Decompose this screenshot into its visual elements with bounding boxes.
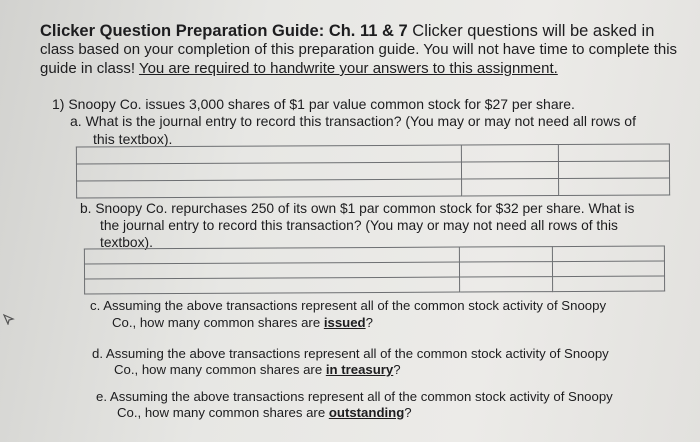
- question-1b-line-1: b. Snoopy Co. repurchases 250 of its own $1 par common stock for $32 per share. What is: [80, 201, 635, 216]
- handwrite-instruction: You are required to handwrite your answers to this assignment.: [138, 60, 558, 77]
- question-1c-line-1: c. Assuming the above transactions represent all of the common stock activity of Snoopy: [90, 298, 607, 313]
- question-1e-line-1: e. Assuming the above transactions represent all of the common stock activity of Snoopy: [96, 389, 613, 404]
- credit-cell[interactable]: [558, 161, 669, 179]
- question-1d-line-1: d. Assuming the above transactions represent all of the common stock activity of Snoopy: [92, 346, 609, 361]
- keyword-outstanding: outstanding: [328, 405, 405, 420]
- question-1b-line-2: the journal entry to record this transaction? (You may or may not need all rows of this: [100, 218, 618, 233]
- journal-entry-textbox-a[interactable]: [76, 143, 670, 198]
- question-1b-line-3: textbox).: [100, 235, 153, 250]
- debit-cell[interactable]: [460, 277, 553, 292]
- intro-text: Clicker questions will be asked in: [412, 22, 655, 40]
- question-1a-line-2: this textbox).: [93, 131, 173, 147]
- account-cell[interactable]: [76, 145, 461, 164]
- keyword-in-treasury: in treasury: [325, 362, 394, 377]
- keyword-issued: issued: [323, 315, 366, 330]
- debit-cell[interactable]: [461, 145, 558, 163]
- account-cell[interactable]: [77, 179, 462, 198]
- question-1d-text: Co., how many common shares are: [114, 362, 326, 377]
- account-cell[interactable]: [85, 277, 460, 294]
- question-1c-text: Co., how many common shares are: [112, 315, 324, 330]
- debit-cell[interactable]: [462, 179, 559, 197]
- cursor-arrow-icon: [3, 313, 15, 325]
- debit-cell[interactable]: [461, 162, 558, 180]
- question-1e-text: Co., how many common shares are: [117, 405, 329, 420]
- question-1: 1) Snoopy Co. issues 3,000 shares of $1 par value common stock for $27 per share.: [52, 96, 575, 112]
- page-title: Clicker Question Preparation Guide: Ch. 11 & 7: [40, 22, 408, 40]
- debit-cell[interactable]: [459, 247, 552, 262]
- table-row: [77, 178, 670, 198]
- credit-cell[interactable]: [552, 261, 664, 277]
- credit-cell[interactable]: [559, 178, 670, 196]
- debit-cell[interactable]: [459, 262, 552, 277]
- question-1e-line-2: [117, 405, 412, 420]
- credit-cell[interactable]: [552, 246, 664, 262]
- question-mark: ?: [404, 405, 412, 420]
- account-cell[interactable]: [76, 162, 461, 181]
- question-mark: ?: [393, 362, 401, 377]
- question-1d-line-2: [114, 362, 401, 377]
- journal-entry-textbox-b[interactable]: [84, 245, 665, 294]
- credit-cell[interactable]: [558, 144, 669, 162]
- question-mark: ?: [365, 315, 373, 330]
- table-row: [85, 276, 665, 294]
- question-1a-line-1: a. What is the journal entry to record this transaction? (You may or may not need all rows of: [70, 113, 636, 129]
- credit-cell[interactable]: [553, 276, 665, 292]
- question-1c-line-2: [112, 315, 373, 330]
- header-line-1: [40, 22, 654, 41]
- intro-text-end: guide in class!: [40, 60, 139, 77]
- header-line-3: [40, 60, 558, 77]
- header-line-2: class based on your completion of this preparation guide. You will not have time to complete this: [40, 41, 678, 58]
